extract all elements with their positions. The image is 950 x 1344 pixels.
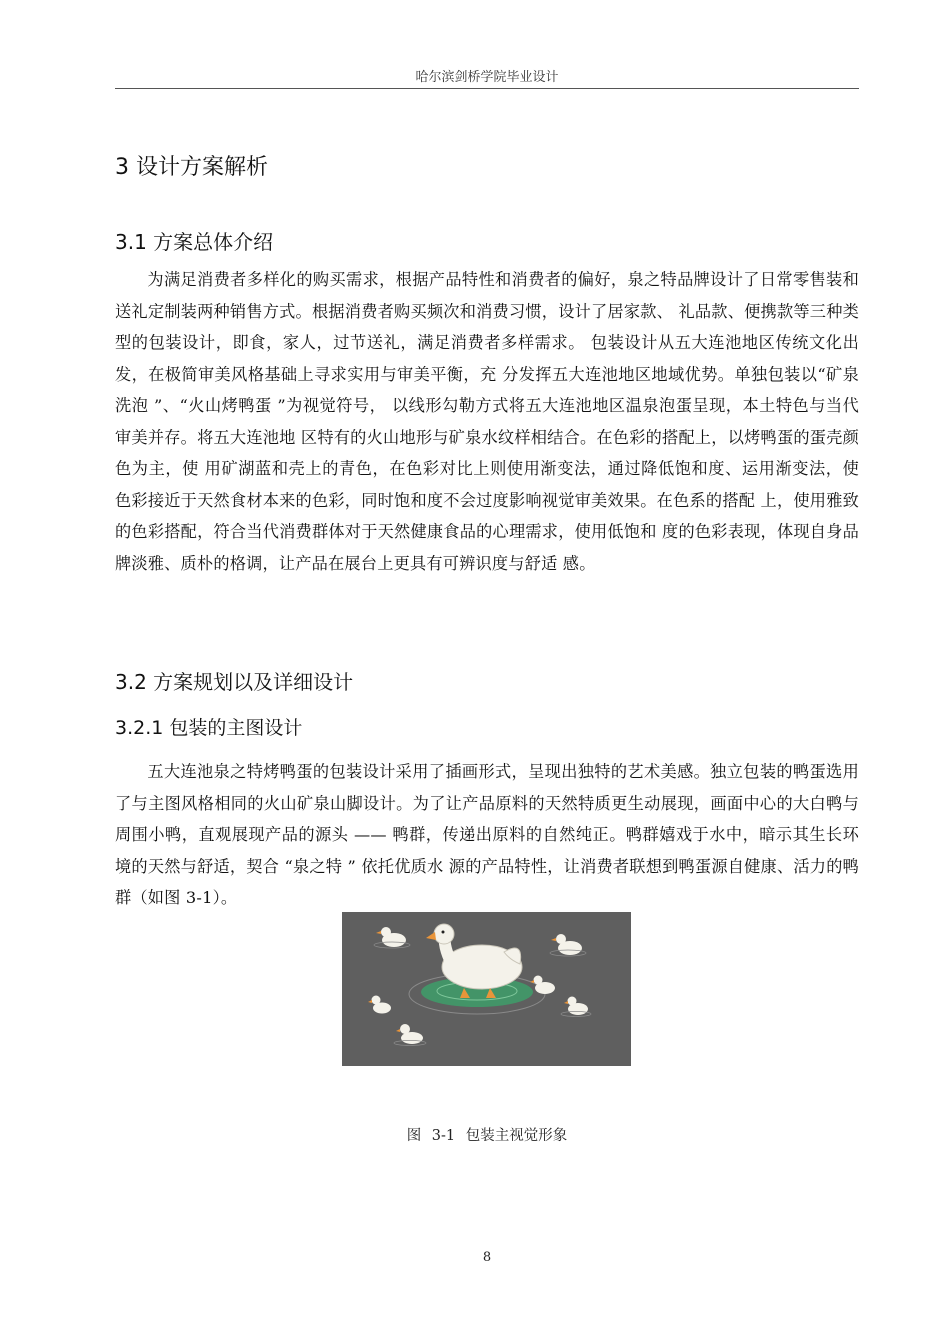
chapter-title: 3 设计方案解析 — [115, 155, 268, 180]
running-header: 哈尔滨剑桥学院毕业设计 — [415, 70, 559, 85]
figure-3-1-duck-illustration — [342, 912, 631, 1066]
section-3-2-1-paragraph: 五大连池泉之特烤鸭蛋的包装设计采用了插画形式，呈现出独特的艺术美感。独立包装的鸭蛋选用了与主图风格相同的火山矿泉山脚设计。为了让产品原料的天然特质更生动展现，画面中心的大白鸭与周围小鸭，直观展现产品的源头 —— 鸭群，传递出原料的自然纯正。鸭群嬉戏于水中，暗示其生长环境的天然与舒适，契合 “泉之特 ” 依托优质水 源的产品特性，让消费者联想到鸭蛋源自健康、活力的鸭群（如图 3-1）。 — [115, 762, 859, 907]
page-number: 8 — [482, 1250, 492, 1265]
header-rule — [115, 88, 859, 89]
duck-illustration-svg — [342, 912, 631, 1066]
section-title-3-2: 3.2 方案规划以及详细设计 — [115, 670, 354, 694]
subsection-title-3-2-1: 3.2.1 包装的主图设计 — [115, 717, 303, 739]
section-3-1-paragraph: 为满足消费者多样化的购买需求，根据产品特性和消费者的偏好，泉之特品牌设计了日常零售装和送礼定制装两种销售方式。根据消费者购买频次和消费习惯，设计了居家款、 礼品款、便携款等三种类型的包装设计，即食，家人，过节送礼，满足消费者多样需求。 包装设计从五大连池地区传统文化出发，在极简审美风格基础上寻求实用与审美平衡，充 分发挥五大连池地区地域优势。单独包装以“矿泉洗泡 ”、“火山烤鸭蛋 ”为视觉符号， 以线形勾勒方式将五大连池地区温泉泡蛋呈现，本土特色与当代审美并存。将五大连池地 区特有的火山地形与矿泉水纹样相结合。在色彩的搭配上，以烤鸭蛋的蛋壳颜色为主，使 用矿湖蓝和壳上的青色，在色彩对比上则使用渐变法，通过降低饱和度、运用渐变法，使 色彩接近于天然食材本来的色彩，同时饱和度不会过度影响视觉审美效果。在色系的搭配 上，使用雅致的色彩搭配，符合当代消费群体对于天然健康食品的心理需求，使用低饱和 度的色彩表现，体现自身品牌淡雅、质朴的格调，让产品在展台上更具有可辨识度与舒适 感。 — [115, 270, 859, 573]
figure-caption: 图 3-1 包装主视觉形象 — [406, 1128, 568, 1144]
section-title-3-1: 3.1 方案总体介绍 — [115, 230, 274, 254]
